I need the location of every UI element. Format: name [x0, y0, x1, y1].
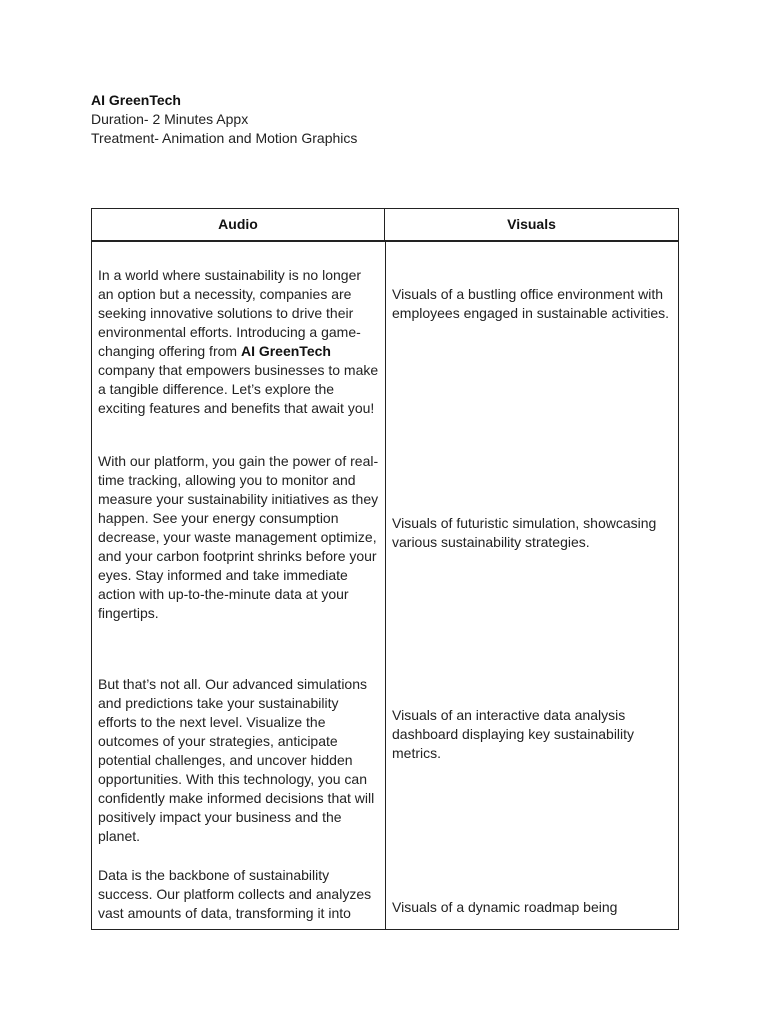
- audio-cell-3: [92, 675, 385, 846]
- treatment-line: Treatment- Animation and Motion Graphics: [91, 130, 358, 146]
- duration-line: Duration- 2 Minutes Appx: [91, 111, 249, 127]
- table-header-row: [92, 209, 678, 242]
- visual-cell-1: [386, 285, 679, 323]
- visual-cell-3: [386, 706, 679, 763]
- audio-text-1: In a world where sustainability is no longer an option but a necessity, companies are seeking innovative solutions to drive their environmental efforts. Introducing a game-changing offering from AI GreenTech company that empowers businesses to make a tangible difference. Let’s explore the exciting features and benefits that await you!: [98, 267, 379, 416]
- audio-cell-1: [92, 266, 385, 418]
- visual-text-2: Visuals of futuristic simulation, showcasing various sustainability strategies.: [392, 515, 657, 550]
- visual-text-4: Visuals of a dynamic roadmap being: [392, 899, 618, 915]
- visual-text-3: Visuals of an interactive data analysis dashboard displaying key sustainability metrics.: [392, 707, 635, 761]
- audio-text-2: With our platform, you gain the power of real-time tracking, allowing you to monitor and measure your sustainability initiatives as they happen. See your energy consumption decrease, your waste management optimize, and your carbon footprint shrinks before your eyes. Stay informed and take immediate action with up-to-the-minute data at your fingertips.: [98, 453, 379, 621]
- document-title: AI GreenTech: [91, 92, 181, 108]
- script-table: [91, 208, 679, 930]
- visuals-column-header: Visuals: [507, 216, 556, 232]
- brand-name: AI GreenTech: [240, 343, 331, 359]
- audio-cell-2: [92, 452, 385, 623]
- visual-cell-4: [386, 898, 679, 917]
- audio-cell-4: [92, 866, 385, 923]
- audio-column-header: Audio: [92, 209, 385, 240]
- visual-text-1: Visuals of a bustling office environment with employees engaged in sustainable activities.: [392, 286, 670, 321]
- document-header: [91, 91, 691, 148]
- column-divider: [385, 240, 386, 929]
- audio-text-4: Data is the backbone of sustainability success. Our platform collects and analyzes vast amounts of data, transforming it into: [98, 867, 372, 921]
- audio-text-3: But that’s not all. Our advanced simulations and predictions take your sustainability efforts to the next level. Visualize the outcomes of your strategies, anticipate potential challenges, and uncover hidden opportunities. With this technology, you can confidently make informed decisions that will positively impact your business and the planet.: [98, 676, 375, 844]
- visual-cell-2: [386, 514, 679, 552]
